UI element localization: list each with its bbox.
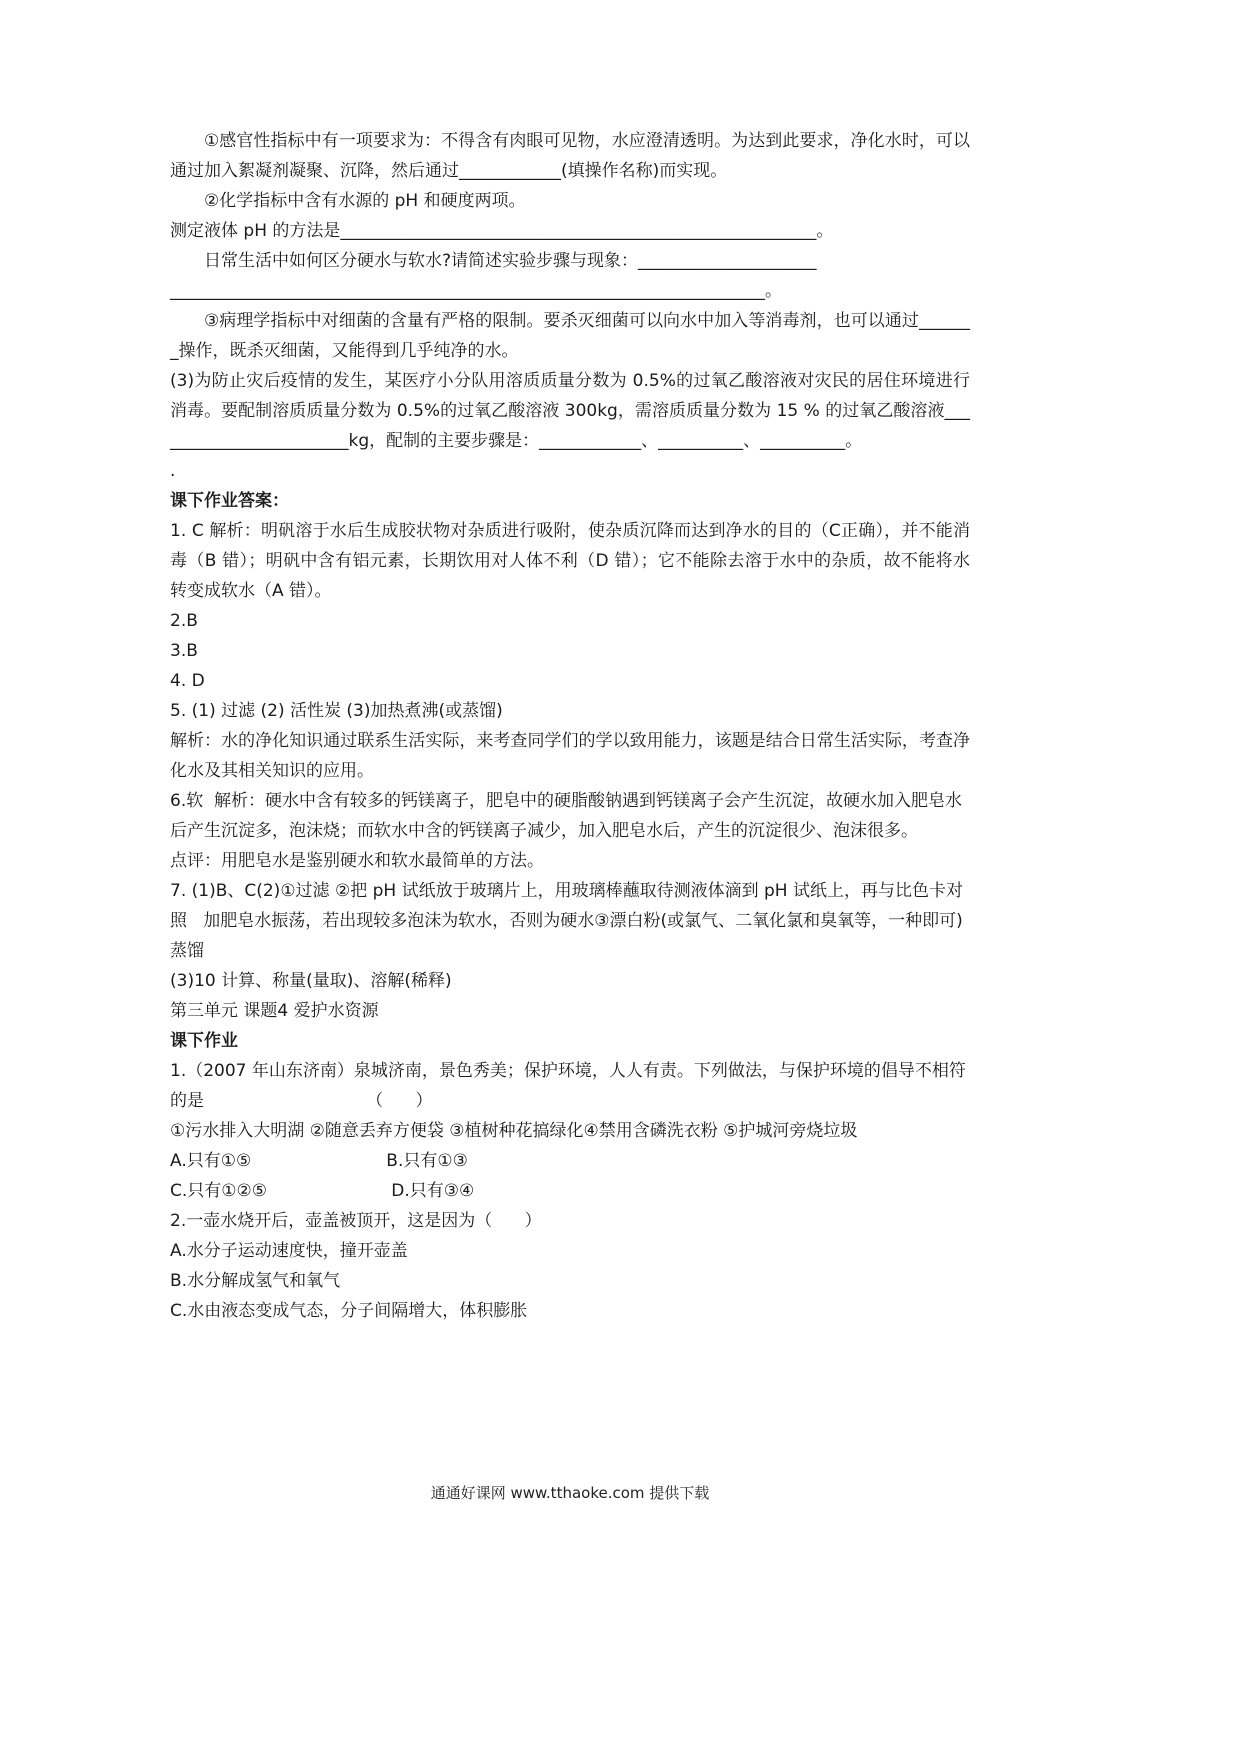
- para-q1-choices-ab: A.只有①⑤ B.只有①③: [170, 1151, 468, 1171]
- para-answer-6: 6.软 解析：硬水中含有较多的钙镁离子，肥皂中的硬脂酸钠遇到钙镁离子会产生沉淀，故硬水加入肥皂水后产生沉淀多，泡沫烧；而软水中含的钙镁离子减少，加入肥皂水后，产生的沉淀很少、泡沫很多。: [170, 791, 963, 841]
- para-sensory-indicator: ①感官性指标中有一项要求为：不得含有肉眼可见物，水应澄清透明。为达到此要求，净化水时，可以通过加入絮凝剂凝聚、沉降，然后通过____________(填操作名称)而实现。: [170, 131, 970, 181]
- para-q1-options-list: ①污水排入大明湖 ②随意丢弃方便袋 ③植树种花搞绿化④禁用含磷洗衣粉 ⑤护城河旁烧垃圾: [170, 1121, 858, 1141]
- para-chemical-indicator: ②化学指标中含有水源的 pH 和硬度两项。: [204, 191, 526, 211]
- para-answer-4: 4. D: [170, 671, 205, 691]
- para-q2-option-c: C.水由液态变成气态，分子间隔增大，体积膨胀: [170, 1301, 528, 1321]
- para-answer-1: 1. C 解析：明矾溶于水后生成胶状物对杂质进行吸附，使杂质沉降而达到净水的目的（C正确），并不能消毒（B 错）；明矾中含有铝元素，长期饮用对人体不利（D 错）；它不能除去溶于水中的杂质，故不能将水转变成软水（A 错）。: [170, 521, 970, 601]
- para-ph-method-blank: 测定液体 pH 的方法是________________________________________________________。: [170, 221, 834, 241]
- para-answer-2: 2.B: [170, 611, 198, 631]
- para-answer-6-comment: 点评：用肥皂水是鉴别硬水和软水最简单的方法。: [170, 851, 544, 871]
- para-pathology-indicator: ③病理学指标中对细菌的含量有严格的限制。要杀灭细菌可以向水中加入等消毒剂，也可以通过_______操作，既杀灭细菌，又能得到几乎纯净的水。: [170, 311, 970, 361]
- document-body: [170, 126, 979, 1326]
- page-footer: 通通好课网 www.tthaoke.com 提供下载: [430, 1484, 710, 1502]
- para-answer-5-analysis: 解析：水的净化知识通过联系生活实际，来考查同学们的学以致用能力，该题是结合日常生活实际，考查净化水及其相关知识的应用。: [170, 731, 970, 781]
- para-q2-option-b: B.水分解成氢气和氧气: [170, 1271, 341, 1291]
- para-answer-5: 5. (1) 过滤 (2) 活性炭 (3)加热煮沸(或蒸馏): [170, 701, 503, 721]
- para-homework-heading: 课下作业: [170, 1031, 238, 1051]
- para-answer-7: 7. (1)B、C(2)①过滤 ②把 pH 试纸放于玻璃片上，用玻璃棒蘸取待测液体滴到 pH 试纸上，再与比色卡对照 加肥皂水振荡，若出现较多泡沫为软水，否则为硬水③漂白粉(或氯气、二氧化氯和臭氧等，一种即可) 蒸馏: [170, 881, 979, 961]
- para-answer-7-part3: (3)10 计算、称量(量取)、溶解(稀释): [170, 971, 452, 991]
- para-q1-choices-cd: C.只有①②⑤ D.只有③④: [170, 1181, 475, 1201]
- para-unit3-topic4-title: 第三单元 课题4 爱护水资源: [170, 1001, 379, 1021]
- para-answers-heading: 课下作业答案：: [170, 491, 289, 511]
- para-stray-mark: .: [170, 461, 176, 481]
- para-q2-option-a: A.水分子运动速度快，撞开壶盖: [170, 1241, 408, 1261]
- para-peracetic-acid-problem: (3)为防止灾后疫情的发生，某医疗小分队用溶质质量分数为 0.5%的过氧乙酸溶液对灾民的居住环境进行消毒。要配制溶质质量分数为 0.5%的过氧乙酸溶液 300kg，需溶质质量分数为 15 % 的过氧乙酸溶液________________________kg，配制的主要步骤是：____________、__________、__________。: [170, 371, 970, 451]
- para-q1: 1.（2007 年山东济南）泉城济南，景色秀美；保护环境，人人有责。下列做法，与保护环境的倡导不相符的是 （ ）: [170, 1061, 966, 1111]
- para-hard-soft-water-question: 日常生活中如何区分硬水与软水?请简述实验步骤与现象：_____________________: [204, 251, 817, 271]
- para-q2: 2.一壶水烧开后，壶盖被顶开，这是因为（ ）: [170, 1211, 542, 1231]
- para-blank-line: ______________________________________________________________________。: [170, 281, 782, 301]
- para-answer-3: 3.B: [170, 641, 198, 661]
